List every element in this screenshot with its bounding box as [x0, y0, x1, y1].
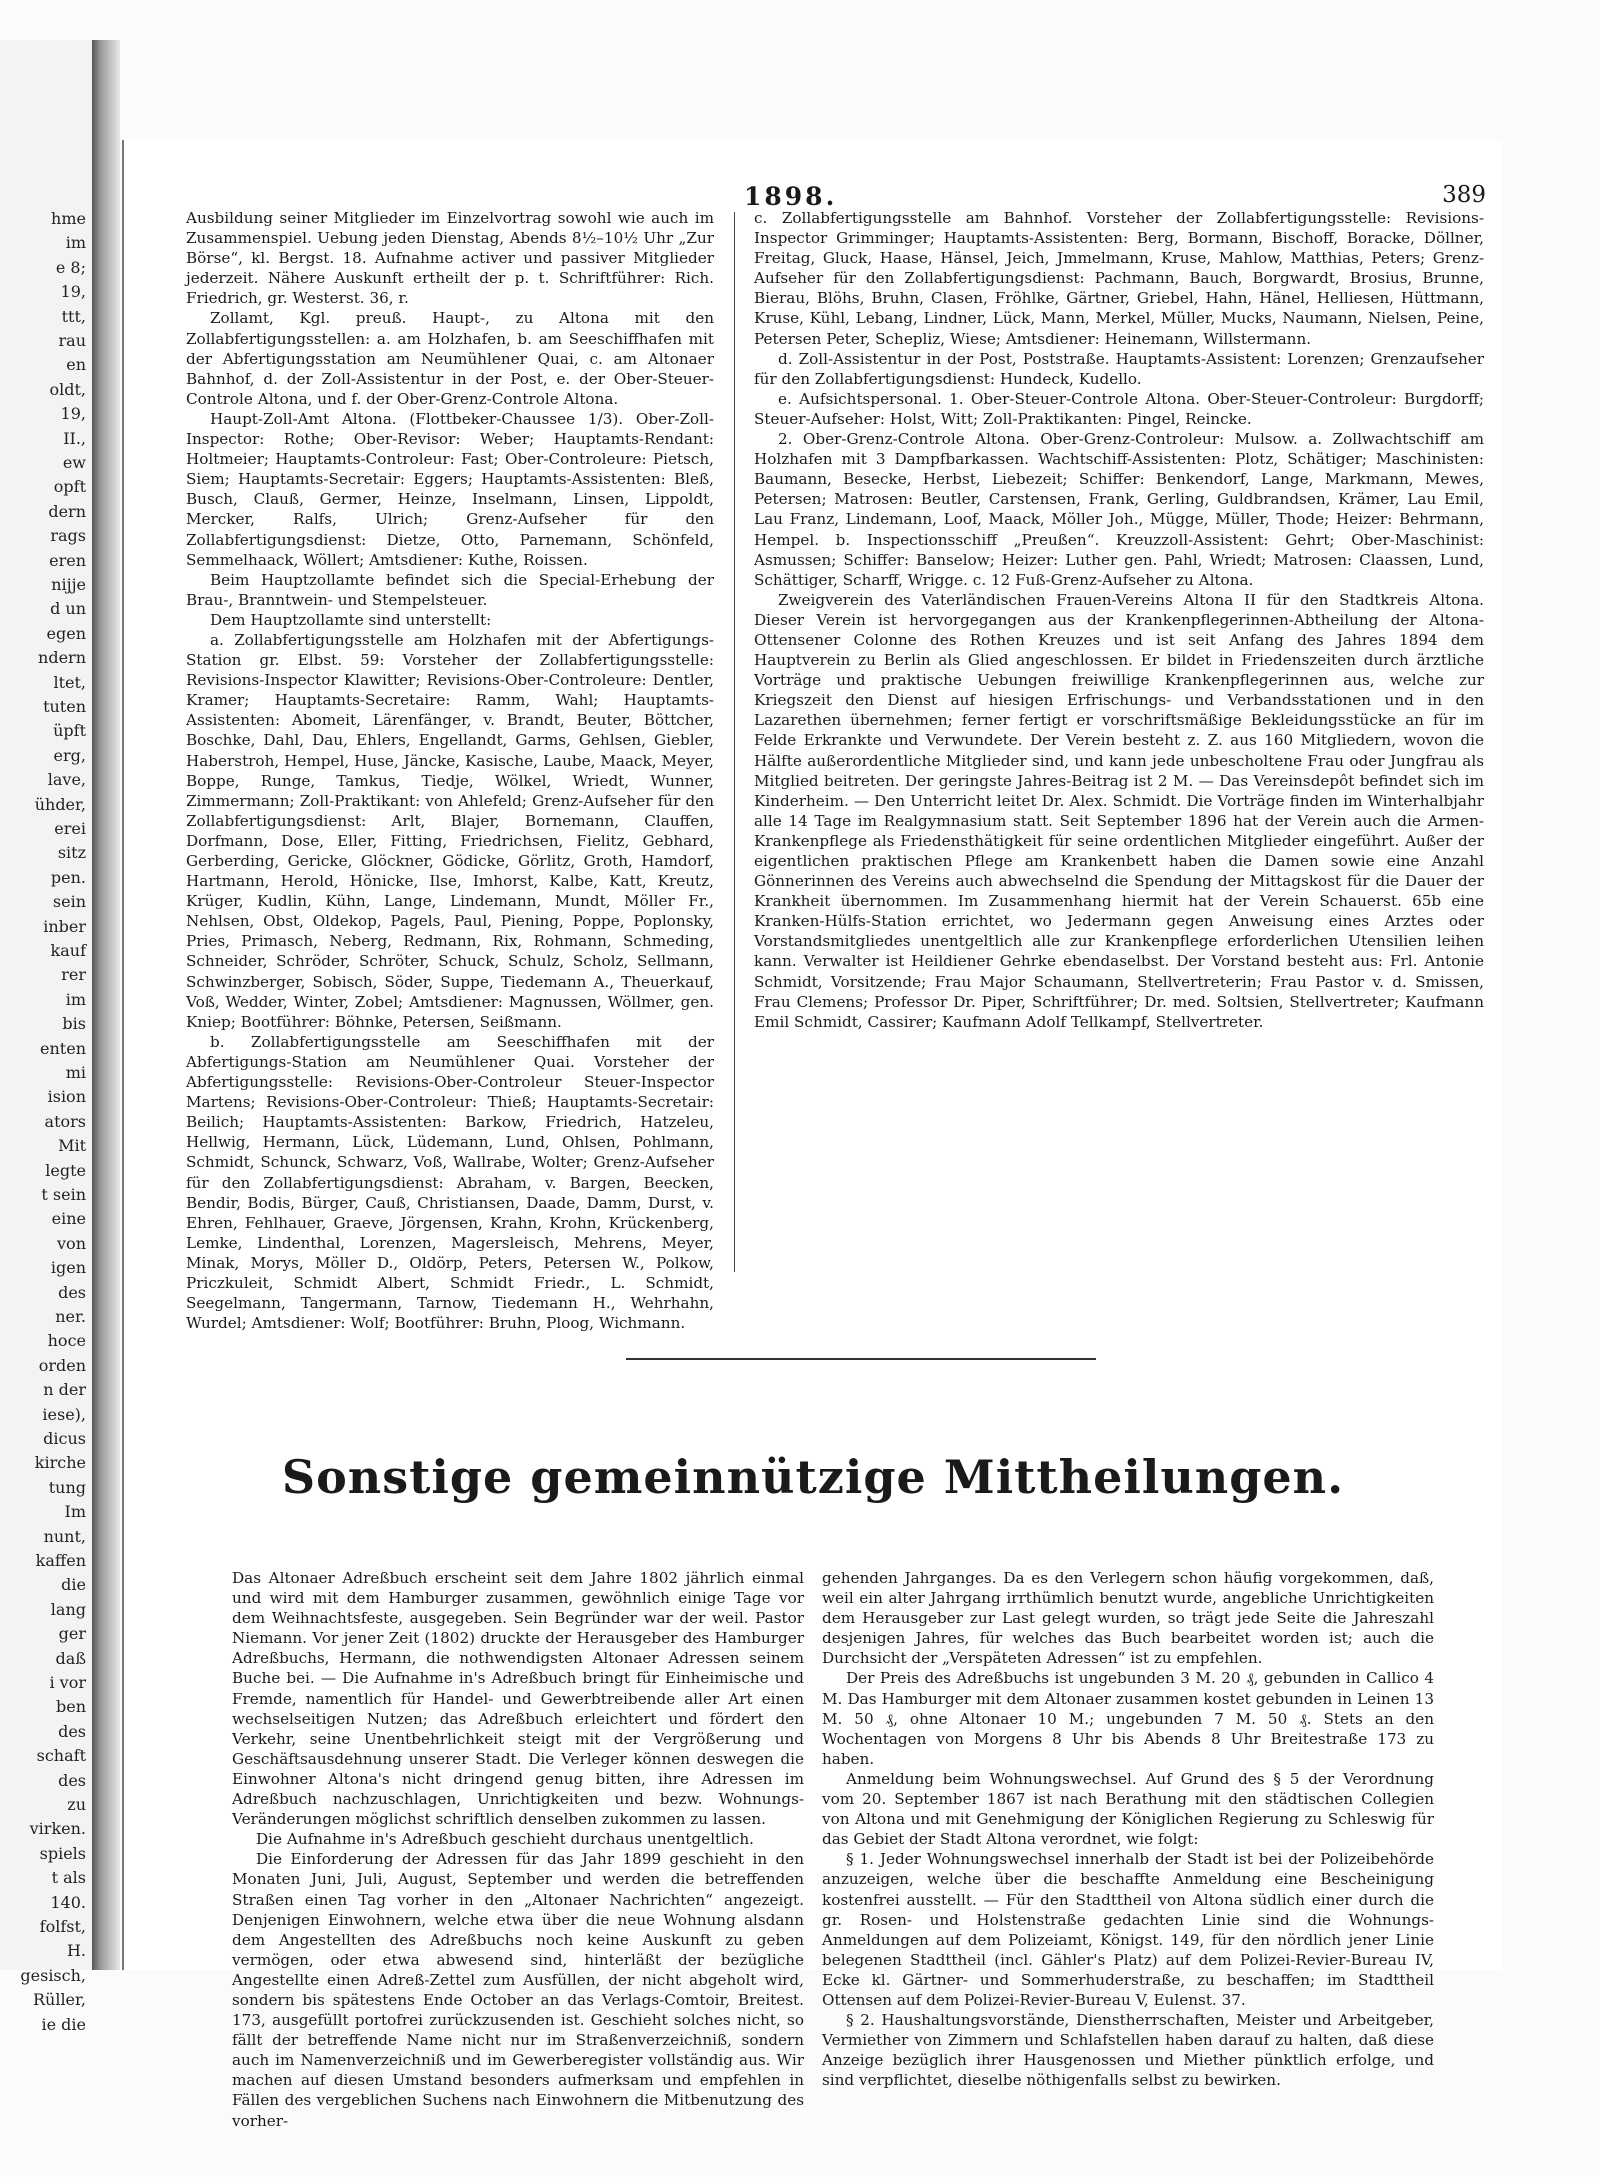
prev-page-fragment: folfst,: [39, 1917, 86, 1936]
prev-page-fragment: tuten: [43, 697, 86, 716]
paragraph: Ausbildung seiner Mitglieder im Einzelvortrag sowohl wie auch im Zusammenspiel. Uebung jeden Dienstag, Abends 8½–10½ Uhr „Zur Börse“, kl. Bergst. 18. Aufnahme activer und passiver Mitglieder jederzeit. Nähere Auskunft ertheilt der p. t. Schriftführer: Rich. Friedrich, gr. Westerst. 36, r.: [186, 209, 714, 308]
prev-page-fragment: enten: [40, 1038, 86, 1058]
paragraph: a. Zollabfertigungsstelle am Holzhafen mit der Abfertigungs-Station gr. Elbst. 59: Vorsteher der Zollabfertigungsstelle: Revisions-Inspector Klawitter; Revisions-Ober-Controleure: Dentler, Kramer; Hauptamts-Secretaire: Ramm, Wahl; Hauptamts-Assistenten: Abomeit, Lärenfänger, v. Brandt, Beuter, Böttcher, Boschke, Dahl, Dau, Ehlers, Engellandt, Garms, Gehlsen, Giebler, Haberstroh, Hempel, Huse, Jäncke, Kasische, Laube, Maack, Meyer, Boppe, Runge, Tamkus, Tiedje, Wölkel, Wriedt, Wunner, Zimmermann; Zoll-Praktikant: von Ahlefeld; Grenz-Aufseher für den Zollabfertigungsdienst: Arlt, Blajer, Bornemann, Clauffen, Dorfmann, Dose, Eller, Fitting, Friedrichsen, Fielitz, Gebhard, Gerberding, Gericke, Glöckner, Gödicke, Görlitz, Groth, Hamdorf, Hartmann, Herold, Hönicke, Ilse, Imhorst, Kalbe, Katt, Kreutz, Krüger, Kudlin, Kühn, Lange, Lindemann, Mundt, Möller Fr., Nehlsen, Obst, Oldekop, Pagels, Paul, Piening, Poppe, Poplonsky, Pries, Primasch, Neberg, Redmann, Rix, Rohmann, Schmeding, Schneider, Schröder, Schröter, Schuck, Schulz, Scholz, Sellmann, Schwinzberger, Sobisch, Söder, Suppe, Tiedemann A., Theuerkauf, Voß, Wedder, Winter, Zobel; Amtsdiener: Magnussen, Wöllmer, gen. Kniep; Bootführer: Böhnke, Petersen, Seißmann.: [186, 630, 714, 1031]
prev-page-fragment: sitz: [57, 843, 86, 863]
paragraph: c. Zollabfertigungsstelle am Bahnhof. Vorsteher der Zollabfertigungsstelle: Revisions-Inspector Grimminger; Hauptamts-Assistenten: Berg, Bormann, Bischoff, Boracke, Döllner, Freitag, Gluck, Haase, Hänsel, Jeich, Jmmelmann, Kruse, Mahlow, Matthias, Peters; Grenz-Aufseher für den Zollabfertigungsdienst: Pachmann, Bauch, Borgwardt, Brosius, Brunne, Bierau, Blöhs, Bruhn, Clasen, Fröhlke, Gärtner, Griebel, Hahn, Hänel, Helliesen, Hüttmann, Kruse, Kühl, Lebang, Lindner, Lück, Mann, Merkel, Müller, Mucks, Naumann, Nielsen, Peine, Petersen Peter, Schepliz, Wiese; Amtsdiener: Heinemann, Willstermann.: [754, 209, 1484, 348]
prev-page-fragment: pen.: [50, 867, 86, 887]
prev-page-fragment: ew: [62, 453, 86, 472]
prev-page-fragment: en: [66, 355, 86, 375]
paragraph: Die Aufnahme in's Adreßbuch geschieht durchaus unentgeltlich.: [256, 1830, 754, 1849]
paragraph: Der Preis des Adreßbuchs ist ungebunden 3 M. 20 ₰, gebunden in Callico 4 M. Das Hamburger mit dem Altonaer zusammen kostet gebunden in Leinen 13 M. 50 ₰, ohne Altonaer 10 M.; ungebunden 7 M. 50 ₰. Stets an den Wochentagen von Morgens 8 Uhr bis Abends 8 Uhr Breitestraße 173 zu haben.: [822, 1669, 1434, 1768]
prev-page-fragment: eine: [51, 1209, 86, 1229]
paragraph: § 2. Haushaltungsvorstände, Dienstherrschaften, Meister und Arbeitgeber, Vermiether von Zimmern und Schlafstellen haben darauf zu halten, daß diese Anzeige bezüglich ihrer Hausgenossen und Miether pünktlich erfolge, und sind verpflichtet, dieselbe nöthigenfalls selbst zu bewirken.: [822, 2011, 1434, 2090]
prev-page-fragment: i vor: [49, 1673, 86, 1692]
prev-page-fragment: daß: [55, 1648, 86, 1668]
paragraph: Beim Hauptzollamte befindet sich die Special-Erhebung der Brau-, Branntwein- und Stempelsteuer.: [186, 570, 714, 609]
prev-page-fragment: ger: [58, 1624, 86, 1644]
paragraph: Das Altonaer Adreßbuch erscheint seit dem Jahre 1802 jährlich einmal und wird mit dem Hamburger zusammen, gewöhnlich einige Tage vor dem Weihnachtsfeste, ausgegeben. Sein Begründer war der weil. Pastor Niemann. Vor jener Zeit (1802) druckte der Herausgeber des Hamburger Adreßbuchs, Hermann, die nothwendigsten Altonaer Adressen seinem Buche bei. — Die Aufnahme in's Adreßbuch bringt für Einheimische und Fremde, namentlich für Handel- und Gewerbtreibende aller Art einen wechselseitigen Nutzen; das Adreßbuch erleichtert und fördert den Verkehr, seine Unentbehrlichkeit steigt mit der Vergrößerung und Geschäftsausdehnung unserer Stadt. Die Verleger können deswegen die Einwohner Altona's nicht dringend genug bitten, ihre Adressen im Adreßbuch nachzuschlagen, Unrichtigkeiten und bezw. Wohnungs-Veränderungen möglichst schriftlich denselben zukommen zu lassen.: [232, 1569, 804, 1829]
prev-page-fragment: lave,: [47, 770, 86, 790]
prev-page-fragment: Im: [64, 1502, 86, 1522]
prev-page-fragment: nijje: [51, 575, 86, 594]
prev-page-fragment: ühder,: [34, 794, 86, 814]
prev-page-fragment: im: [65, 233, 86, 253]
prev-page-fragment: bis: [62, 1014, 86, 1034]
prev-page-fragment: dicus: [43, 1429, 86, 1448]
paragraph: Haupt-Zoll-Amt Altona. (Flottbeker-Chaussee 1/3). Ober-Zoll-Inspector: Rothe; Ober-Revisor: Weber; Hauptamts-Rendant: Holtmeier; Hauptamts-Controleur: Fast; Ober-Controleure: Pietsch, Siem; Hauptamts-Secretair: Eggers; Hauptamts-Assistenten: Bleß, Busch, Clauß, Germer, Heinze, Inselmann, Linsen, Lippoldt, Mercker, Ralfs, Ulrich; Grenz-Aufseher für den Zollabfertigungsdienst: Dietze, Otto, Parnemann, Schönfeld, Semmelhaack, Wöllert; Amtsdiener: Kuthe, Roissen.: [186, 409, 714, 569]
prev-page-fragment: eren: [49, 550, 86, 570]
prev-page-fragment: ner.: [55, 1307, 86, 1326]
prev-page-fragment: Rüller,: [32, 1990, 86, 2010]
column-divider: [734, 212, 735, 1272]
prev-page-fragment: hoce: [47, 1331, 86, 1351]
prev-page-fragment: lang: [50, 1599, 86, 1619]
prev-page-fragment: mi: [65, 1063, 86, 1082]
prev-page-fragment: igen: [50, 1258, 86, 1278]
prev-page-fragment: II.,: [63, 428, 86, 448]
prev-page-fragment: opft: [53, 477, 86, 497]
prev-page-fragment: schaft: [36, 1746, 86, 1766]
prev-page-fragment: des: [58, 1770, 86, 1790]
paragraph: d. Zoll-Assistentur in der Post, Poststraße. Hauptamts-Assistent: Lorenzen; Grenzaufseher für den Zollabfertigungsdienst: Hundeck, Kudello.: [754, 349, 1484, 388]
right-column: [754, 208, 1484, 1032]
bottom-left-column: [232, 1568, 804, 2131]
section-rule: [626, 1358, 1096, 1360]
prev-page-fragment: ndern: [38, 648, 86, 668]
prev-page-fragment: von: [57, 1233, 86, 1253]
prev-page-fragment: sein: [52, 892, 86, 912]
prev-page-fragment: kaffen: [35, 1551, 86, 1570]
paragraph: Zweigverein des Vaterländischen Frauen-Vereins Altona II für den Stadtkreis Altona. Dieser Verein ist hervorgegangen aus der Krankenpflegerinnen-Abtheilung der Altona-Ottensener Colonne des Rothen Kreuzes und ist seit Anfang des Jahres 1894 dem Hauptverein zu Berlin als Glied angeschlossen. Er bildet in Friedenszeiten durch ärztliche Vorträge und praktische Uebungen freiwillige Krankenpflegerinnen aus, welche zur Kriegszeit den Dienst auf hiesigen Erfrischungs- und Verbandsstationen und in den Lazarethen übernehmen; ferner fertigt er vorschriftsmäßige Bekleidungsstücke an für im Felde Erkrankte und Verwundete. Der Verein besteht z. Z. aus 160 Mitgliedern, wovon die Hälfte außerordentliche Mitglieder sind, und kann jede unbescholtene Frau oder Jungfrau als Mitglied beitreten. Der geringste Jahres-Beitrag ist 2 M. — Das Vereinsdepôt befindet sich im Kinderheim. — Den Unterricht leitet Dr. Alex. Schmidt. Die Vorträge finden im Winterhalbjahr alle 14 Tage im Realgymnasium statt. Seit September 1896 hat der Verein auch die Armen-Krankenpflege als Friedensthätigkeit für seine ordentlichen Mitglieder eingeführt. Außer der eigentlichen praktischen Pflege am Krankenbett haben die Damen sowie eine Anzahl Gönnerinnen des Vereins auch abwechselnd die Spendung der Mittagskost für die Dauer der Krankheit übernommen. Im Zusammenhang hiermit hat der Verein Schauerst. 65b eine Kranken-Hülfs-Station errichtet, wo Jedermann gegen Anweisung eines Arztes oder Vorstandsmitgliedes unentgeltlich alle zur Krankenpflege erforderlichen Utensilien leihen kann. Verwalter ist Heildiener Gehrke ebendaselbst. Der Vorstand besteht aus: Frl. Antonie Schmidt, Vorsitzende; Frau Major Schaumann, Stellvertreterin; Frau Pastor v. d. Smissen, Frau Clemens; Professor Dr. Piper, Schriftführer; Dr. med. Soltsien, Stellvertreter; Kaufmann Emil Schmidt, Cassirer; Kaufmann Adolf Tellkampf, Stellvertreter.: [754, 590, 1484, 1031]
page: [122, 140, 1502, 2130]
prev-page-fragment: dern: [48, 501, 86, 521]
prev-page-fragment: rags: [50, 526, 86, 546]
prev-page-fragment: nunt,: [43, 1526, 86, 1546]
prev-page-fragment: oldt,: [49, 379, 86, 399]
prev-page-fragment: im: [65, 989, 86, 1009]
prev-page-fragment: hme: [51, 209, 86, 228]
prev-page-fragment: legte: [45, 1160, 86, 1180]
paragraph: Dem Hauptzollamte sind unterstellt:: [210, 610, 492, 629]
prev-page-fragment: ision: [47, 1087, 86, 1107]
paragraph: § 1. Jeder Wohnungswechsel innerhalb der Stadt ist bei der Polizeibehörde anzuzeigen, welche über die beschaffte Anmeldung eine Bescheinigung kostenfrei ausstellt. — Für den Stadttheil von Altona südlich einer durch die gr. Rosen- und Holstenstraße gedachten Linie sind die Wohnungs-Anmeldungen auf dem Polizeiamt, Königst. 149, für den nördlich jener Linie belegenen Stadttheil (incl. Gähler's Platz) auf dem Polizei-Revier-Bureau IV, Ecke kl. Gärtner- und Sommerhuderstraße, zu beschaffen; im Stadttheil Ottensen auf dem Polizei-Revier-Bureau V, Eulenst. 37.: [822, 1850, 1434, 2009]
prev-page-fragment: d un: [50, 599, 86, 619]
prev-page-fragment: ben: [55, 1697, 86, 1717]
book-gutter: [92, 40, 120, 1970]
paragraph: gehenden Jahrganges. Da es den Verlegern schon häufig vorgekommen, daß, weil ein alter Jahrgang irrthümlich benutzt wurde, angebliche Unrichtigkeiten dem Herausgeber zur Last gelegt wurden, so trägt jede Seite die Jahreszahl desjenigen Jahres, für welches das Buch bearbeitet worden ist; auch die Durchsicht der „Verspäteten Adressen“ ist zu empfehlen.: [822, 1569, 1434, 1668]
prev-page-fragment: inber: [43, 916, 86, 936]
paragraph: b. Zollabfertigungsstelle am Seeschiffhafen mit der Abfertigungs-Station am Neumühlener Quai. Vorsteher der Abfertigungsstelle: Revisions-Ober-Controleur Steuer-Inspector Martens; Revisions-Ober-Controleur: Thieß; Hauptamts-Secretair: Beilich; Hauptamts-Assistenten: Barkow, Friedrich, Hatzeleu, Hellwig, Hermann, Lück, Lüdemann, Lund, Ohlsen, Pohlmann, Schmidt, Schunck, Schwarz, Voß, Wallrabe, Wolter; Grenz-Aufseher für den Zollabfertigungsdienst: Abraham, v. Bargen, Beecken, Bendir, Bodis, Bürger, Cauß, Christiansen, Daade, Damm, Durst, v. Ehren, Fehlhauer, Graeve, Jörgensen, Krahn, Krohn, Krückenberg, Lemke, Lindenthal, Lorenzen, Magersleisch, Mehrens, Meyer, Minak, Morys, Möller D., Oldörp, Peters, Petersen W., Polkow, Priczkuleit, Schmidt Albert, Schmidt Friedr., L. Schmidt, Seegelmann, Tangermann, Tarnow, Tiedemann H., Wehrhahn, Wurdel; Amtsdiener: Wolf; Bootführer: Bruhn, Ploog, Wichmann.: [186, 1032, 714, 1333]
paragraph: Die Einforderung der Adressen für das Jahr 1899 geschieht in den Monaten Juni, Juli, August, September und werden die betreffenden Straßen einen Tag vorher in den „Altonaer Nachrichten“ angezeigt. Denjenigen Einwohnern, welche etwa über die neue Wohnung alsdann dem Angestellten des Adreßbuchs noch keine Auskunft zu geben vermögen, oder etwa abwesend sind, hinterläßt der bezügliche Angestellte einen Adreß-Zettel zum Ausfüllen, der nicht abgeholt wird, sondern bis spätestens Ende October an das Verlags-Comtoir, Breitest. 173, ausgefüllt portofrei zurückzusenden ist. Geschieht solches nicht, so fällt der betreffende Name nicht nur im Straßenverzeichniß, sondern auch im Namenverzeichniß und im Gewerberegister vollständig aus. Wir machen auf diesen Umstand besonders aufmerksam und empfehlen in Fällen des vergeblichen Suchens nach Einwohnern die Mitbenutzung des vorher-: [232, 1850, 804, 2130]
prev-page-fragment: spiels: [39, 1843, 86, 1863]
paragraph: Anmeldung beim Wohnungswechsel. Auf Grund des § 5 der Verordnung vom 20. September 1867 ist nach Berathung mit den städtischen Collegien von Altona und mit Genehmigung der Königlichen Regierung zu Schleswig für das Gebiet der Stadt Altona verordnet, wie folgt:: [822, 1769, 1434, 1849]
prev-page-fragment: ie die: [41, 2014, 86, 2034]
left-column: [186, 208, 714, 1333]
prev-page-fragment: t als: [51, 1868, 86, 1888]
prev-page-fragment: des: [58, 1721, 86, 1741]
prev-page-fragment: rau: [58, 331, 86, 350]
bottom-right-column: [822, 1568, 1434, 2090]
prev-page-fragment: Mit: [58, 1136, 86, 1156]
prev-page-fragment: des: [58, 1282, 86, 1302]
section-title: Sonstige gemeinnützige Mittheilungen.: [281, 1450, 1345, 1504]
prev-page-fragment: erg,: [53, 745, 86, 765]
paragraph: 2. Ober-Grenz-Controle Altona. Ober-Grenz-Controleur: Mulsow. a. Zollwachtschiff am Holzhafen mit 3 Dampfbarkassen. Wachtschiff-Assistenten: Plotz, Schätiger; Maschinisten: Baumann, Besecke, Herbst, Liebezeit; Schiffer: Benkendorf, Lange, Markmann, Mewes, Petersen; Matrosen: Beutler, Carstensen, Frank, Gerling, Guldbrandsen, Krämer, Lau Emil, Lau Franz, Lindemann, Loof, Maack, Möller Joh., Mügge, Müller, Thode; Heizer: Behrmann, Hempel. b. Inspectionsschiff „Preußen“. Kreuzzoll-Assistent: Gehrt; Ober-Maschinist: Asmussen; Schiffer: Banselow; Heizer: Luther gen. Pahl, Wriedt; Matrosen: Claassen, Lund, Schättiger, Scharff, Wrigge. c. 12 Fuß-Grenz-Aufseher zu Altona.: [754, 430, 1484, 589]
prev-page-fragment: e 8;: [55, 257, 86, 277]
previous-page-edge: [0, 40, 93, 2034]
prev-page-fragment: erei: [54, 819, 86, 838]
prev-page-fragment: egen: [46, 623, 86, 643]
prev-page-fragment: 19,: [60, 282, 86, 302]
prev-page-fragment: üpft: [53, 721, 86, 741]
prev-page-fragment: ttt,: [61, 306, 86, 326]
prev-page-fragment: ltet,: [53, 672, 86, 692]
prev-page-fragment: die: [61, 1575, 86, 1595]
prev-page-fragment: rer: [61, 965, 86, 985]
prev-page-fragment: 140.: [50, 1892, 86, 1912]
prev-page-fragment: kauf: [50, 941, 86, 960]
prev-page-fragment: t sein: [41, 1185, 86, 1204]
page-number: 389: [1442, 182, 1486, 208]
header-year: 1898.: [744, 182, 838, 211]
paragraph: Zollamt, Kgl. preuß. Haupt-, zu Altona mit den Zollabfertigungsstellen: a. am Holzhafen, b. am Seeschiffhafen mit der Abfertigungsstation am Neumühlener Quai, c. am Altonaer Bahnhof, d. der Zoll-Assistentur in der Post, e. der Ober-Steuer-Controle Altona, und f. der Ober-Grenz-Controle Altona.: [186, 309, 714, 408]
prev-page-fragment: H.: [66, 1941, 86, 1961]
prev-page-fragment: tung: [48, 1477, 86, 1497]
prev-page-fragment: 19,: [60, 404, 86, 424]
prev-page-fragment: kirche: [34, 1453, 86, 1473]
prev-page-fragment: virken.: [29, 1819, 86, 1839]
paragraph: e. Aufsichtspersonal. 1. Ober-Steuer-Controle Altona. Ober-Steuer-Controleur: Burgdorff; Steuer-Aufseher: Holst, Witt; Zoll-Praktikanten: Pingel, Reincke.: [754, 389, 1484, 428]
prev-page-fragment: zu: [67, 1795, 86, 1814]
prev-page-fragment: gesisch,: [20, 1965, 86, 1985]
prev-page-fragment: iese),: [42, 1404, 86, 1424]
prev-page-fragment: orden: [38, 1355, 86, 1375]
prev-page-fragment: n der: [43, 1380, 86, 1400]
prev-page-fragment: ators: [44, 1111, 86, 1131]
